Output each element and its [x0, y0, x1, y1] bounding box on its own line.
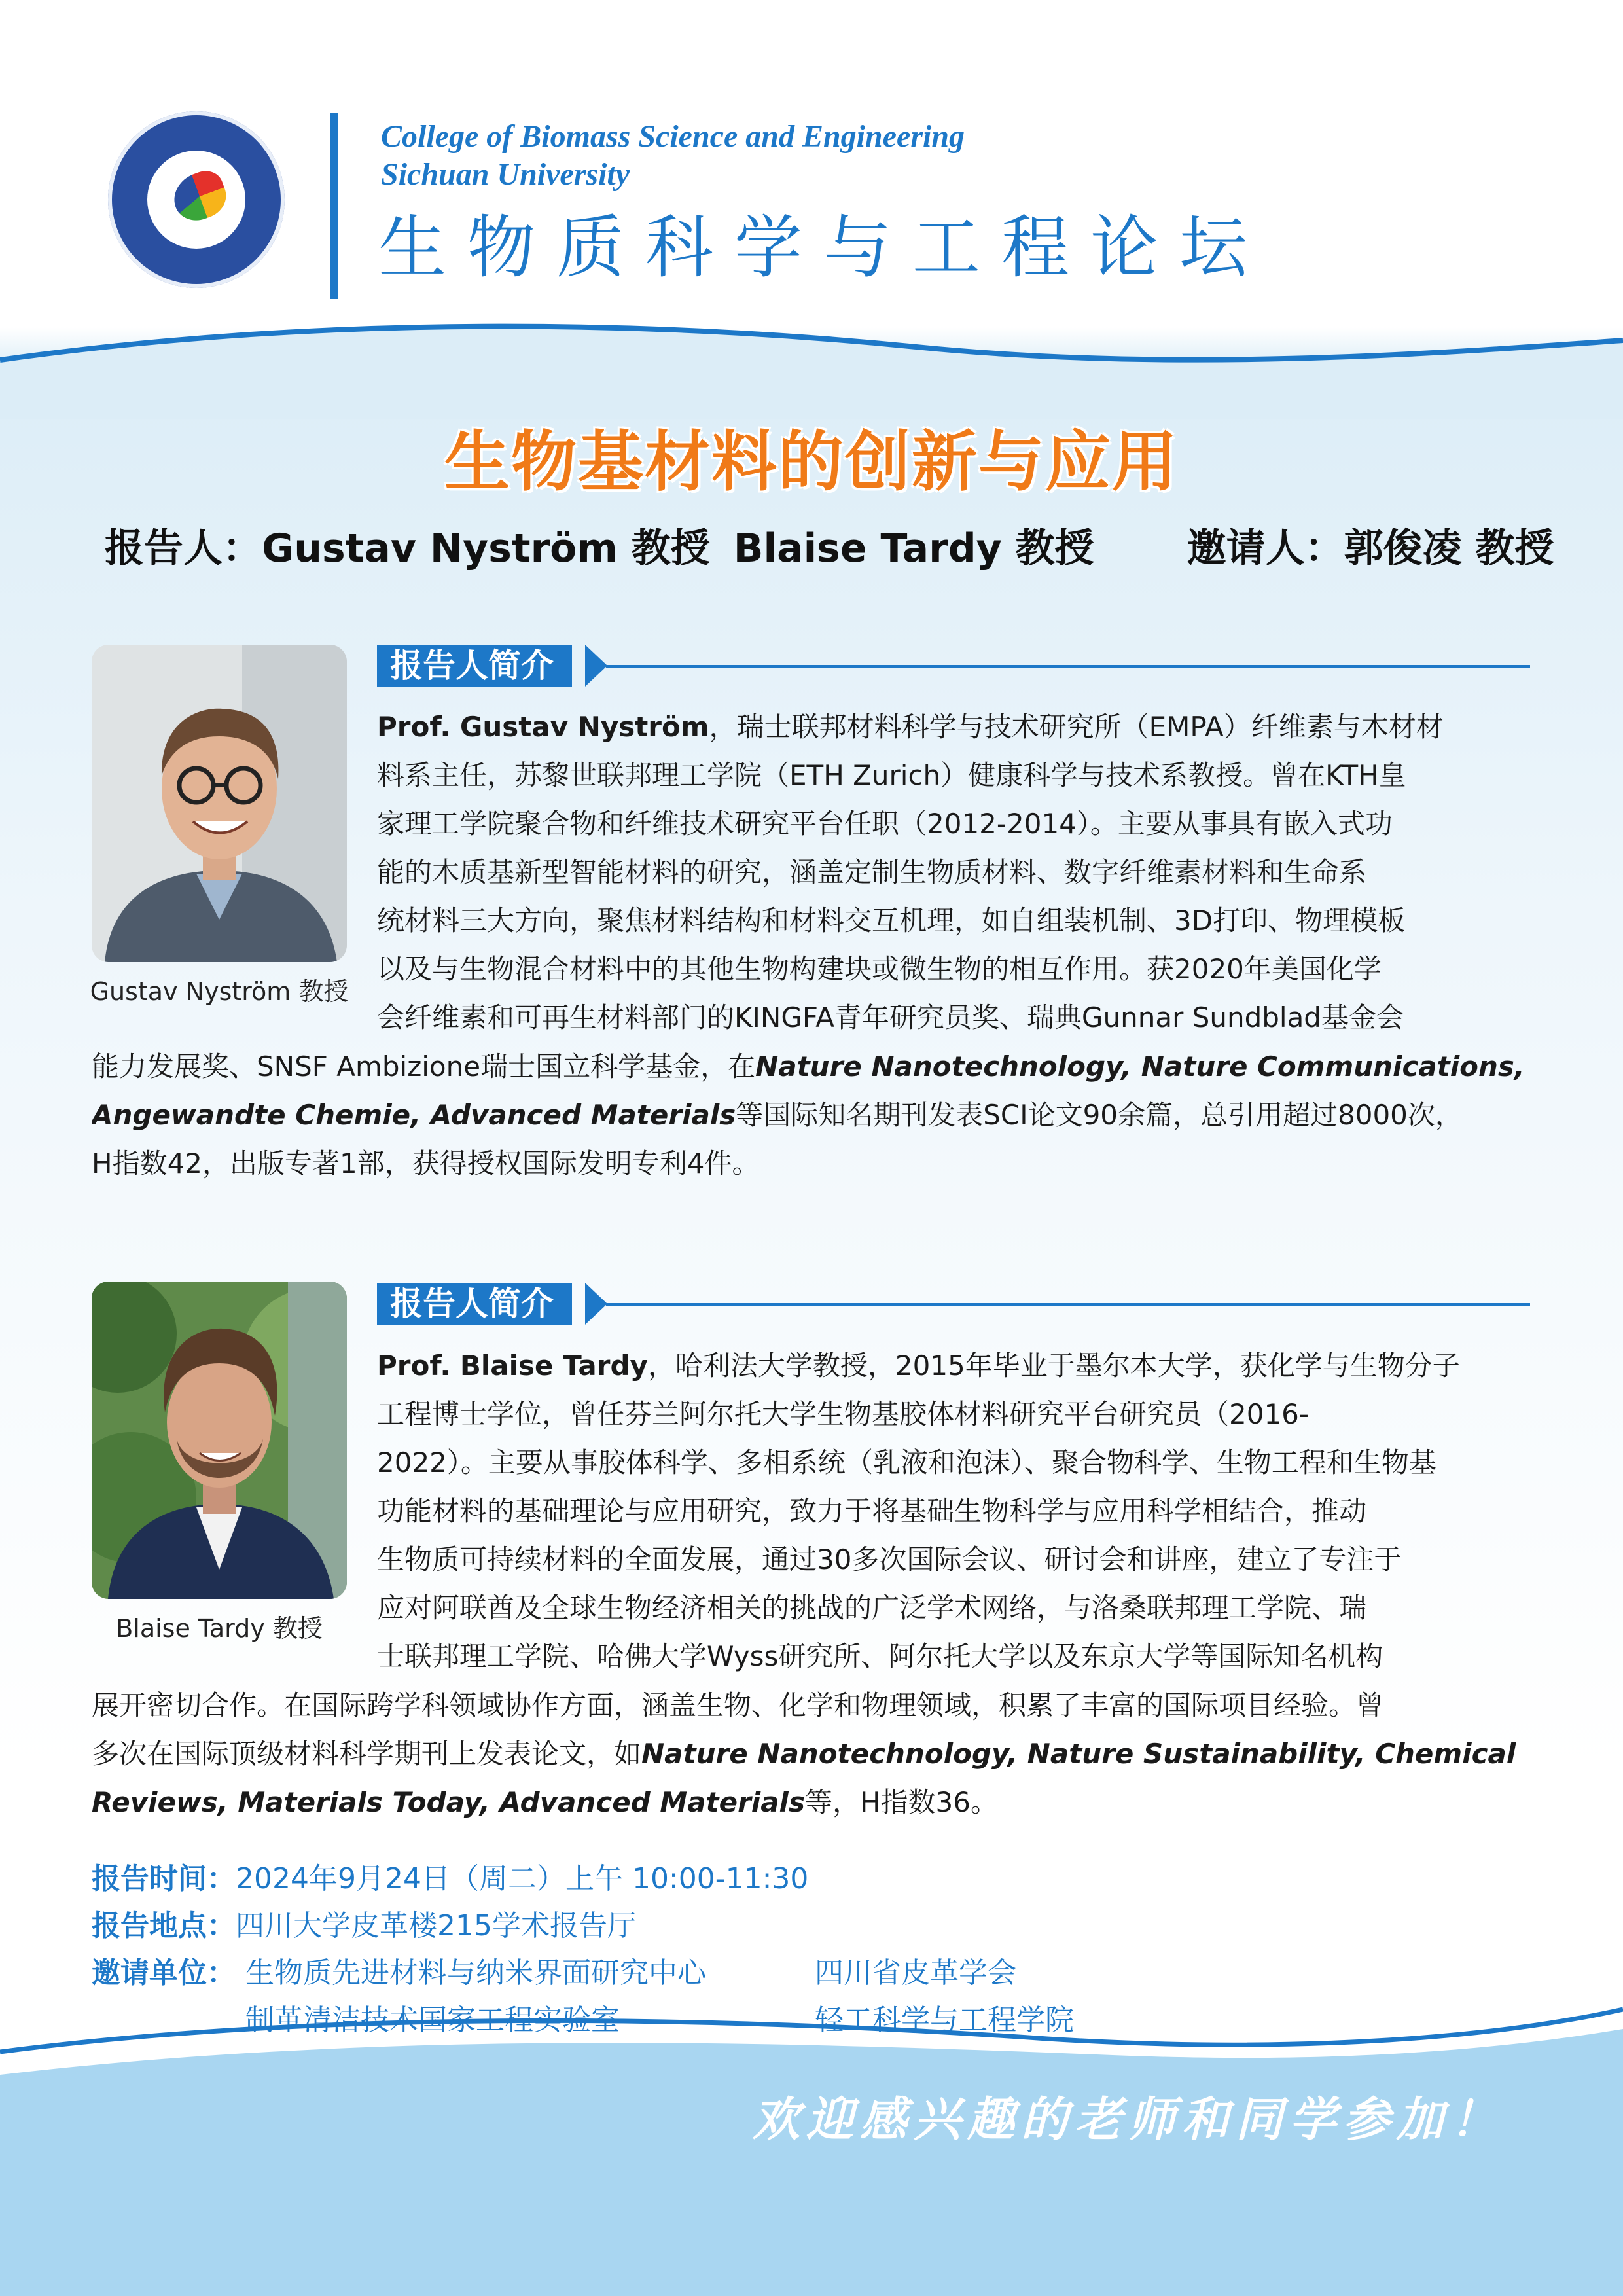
speaker2-bio-wide [92, 1681, 1530, 1827]
event-time [92, 1856, 808, 1903]
speaker2-bio-line: Prof. Blaise Tardy，哈利法大学教授，2015年毕业于墨尔本大学，获化学与生物分子 [377, 1350, 1460, 1382]
bottom-wave-decoration [0, 2003, 1623, 2296]
lecture-title: 生物基材料的创新与应用 [444, 423, 1179, 500]
speaker2-section-label: 报告人简介 [377, 1283, 572, 1325]
speaker1-bio-line: Angewandte Chemie, Advanced Materials等国际知名期刊发表SCI论文90余篇，总引用超过8000次， [92, 1099, 1463, 1131]
speaker-label: 报告人： [105, 526, 262, 571]
speaker1-bio-line: H指数42，出版专著1部，获得授权国际发明专利4件。 [92, 1147, 760, 1179]
speaker2-bio-line: 士联邦理工学院、哈佛大学Wyss研究所、阿尔托大学以及东京大学等国际知名机构 [377, 1640, 1383, 1672]
header-divider [330, 113, 338, 299]
speaker2-caption: Blaise Tardy 教授 [116, 1614, 323, 1643]
speaker1-photo [92, 645, 347, 962]
speaker1-bio-line: 统材料三大方向，聚焦材料结构和材料交互机理，如自组装机制、3D打印、物理模板 [377, 905, 1406, 937]
event-place-label: 报告地点： [92, 1909, 236, 1943]
speaker2-bio-line: 2022）。主要从事胶体科学、多相系统（乳液和泡沫）、聚合物科学、生物工程和生物基 [377, 1446, 1436, 1479]
speaker2-bio-line: 应对阿联酋及全球生物经济相关的挑战的广泛学术网络，与洛桑联邦理工学院、瑞 [377, 1592, 1367, 1624]
speaker1-bio-line: Prof. Gustav Nyström，瑞士联邦材料科学与技术研究所（EMPA）纤维素与木材材 [377, 711, 1444, 743]
event-place-value: 四川大学皮革楼215学术报告厅 [236, 1909, 636, 1943]
college-name-en [381, 118, 965, 194]
speaker2-bio [377, 1342, 1530, 1681]
speaker2-name: Blaise Tardy 教授 [733, 526, 1094, 571]
speaker2-section-header [377, 1283, 1530, 1325]
welcome-message: 欢迎感兴趣的老师和同学参加！ [753, 2091, 1505, 2147]
top-wave-decoration [0, 314, 1623, 419]
speaker1-bio-line: 料系主任，苏黎世联邦理工学院（ETH Zurich）健康科学与技术系教授。曾在KTH皇 [377, 759, 1406, 791]
speaker1-caption: Gustav Nyström 教授 [90, 977, 349, 1006]
speakers-line [105, 517, 1554, 573]
speaker1-name: Gustav Nyström 教授 [262, 526, 710, 571]
speaker1-bio-line: 家理工学院聚合物和纤维技术研究平台任职（2012-2014）。主要从事具有嵌入式功 [377, 808, 1393, 840]
event-place [92, 1903, 636, 1950]
speaker1-bio-line: 以及与生物混合材料中的其他生物构建块或微生物的相互作用。获2020年美国化学 [377, 953, 1382, 985]
speaker1-bio-line: 能的木质基新型智能材料的研究，涵盖定制生物质材料、数字纤维素材料和生命系 [377, 856, 1367, 888]
org-item: 制革清洁技术国家工程实验室 [245, 2003, 620, 2037]
college-name-line2: Sichuan University [381, 157, 630, 192]
forum-title: 生物质科学与工程论坛 [378, 207, 1269, 287]
org-item: 四川省皮革学会 [815, 1956, 1016, 1990]
speaker2-bio-line: 功能材料的基础理论与应用研究，致力于将基础生物科学与应用科学相结合，推动 [377, 1495, 1367, 1527]
speaker2-bio-line: 多次在国际顶级材料科学期刊上发表论文，如Nature Nanotechnology, Nature Sustainability, Chemical [92, 1738, 1516, 1770]
org-item: 生物质先进材料与纳米界面研究中心 [245, 1956, 706, 1990]
speaker2-bio-line: Reviews, Materials Today, Advanced Materials等，H指数36。 [92, 1786, 998, 1818]
university-logo-icon [108, 111, 285, 288]
college-name-line1: College of Biomass Science and Engineering [381, 119, 965, 154]
speaker1-bio-line: 能力发展奖、SNSF Ambizione瑞士国立科学基金，在Nature Nanotechnology, Nature Communications, [92, 1050, 1525, 1083]
speaker1-section-label: 报告人简介 [377, 645, 572, 687]
speaker2-photo [92, 1282, 347, 1599]
event-org-label: 邀请单位： [92, 1956, 236, 1990]
speaker2-bio-line: 生物质可持续材料的全面发展，通过30多次国际会议、研讨会和讲座，建立了专注于 [377, 1543, 1402, 1575]
speaker2-bio-line: 展开密切合作。在国际跨学科领域协作方面，涵盖生物、化学和物理领域，积累了丰富的国际项目经验。曾 [92, 1689, 1384, 1721]
event-time-label: 报告时间： [92, 1862, 236, 1895]
speaker2-bio-line: 工程博士学位，曾任芬兰阿尔托大学生物基胶体材料研究平台研究员（2016- [377, 1398, 1310, 1430]
speaker1-section-header [377, 645, 1530, 687]
org-item: 轻工科学与工程学院 [815, 2003, 1074, 2037]
event-time-value: 2024年9月24日（周二）上午 10:00-11:30 [236, 1862, 809, 1895]
inviter: 邀请人：郭俊凌 教授 [1186, 526, 1554, 571]
speaker1-bio-wide [92, 1043, 1530, 1188]
speaker1-bio [377, 703, 1530, 1042]
speaker1-bio-line: 会纤维素和可再生材料部门的KINGFA青年研究员奖、瑞典Gunnar Sundblad基金会 [377, 1001, 1404, 1033]
